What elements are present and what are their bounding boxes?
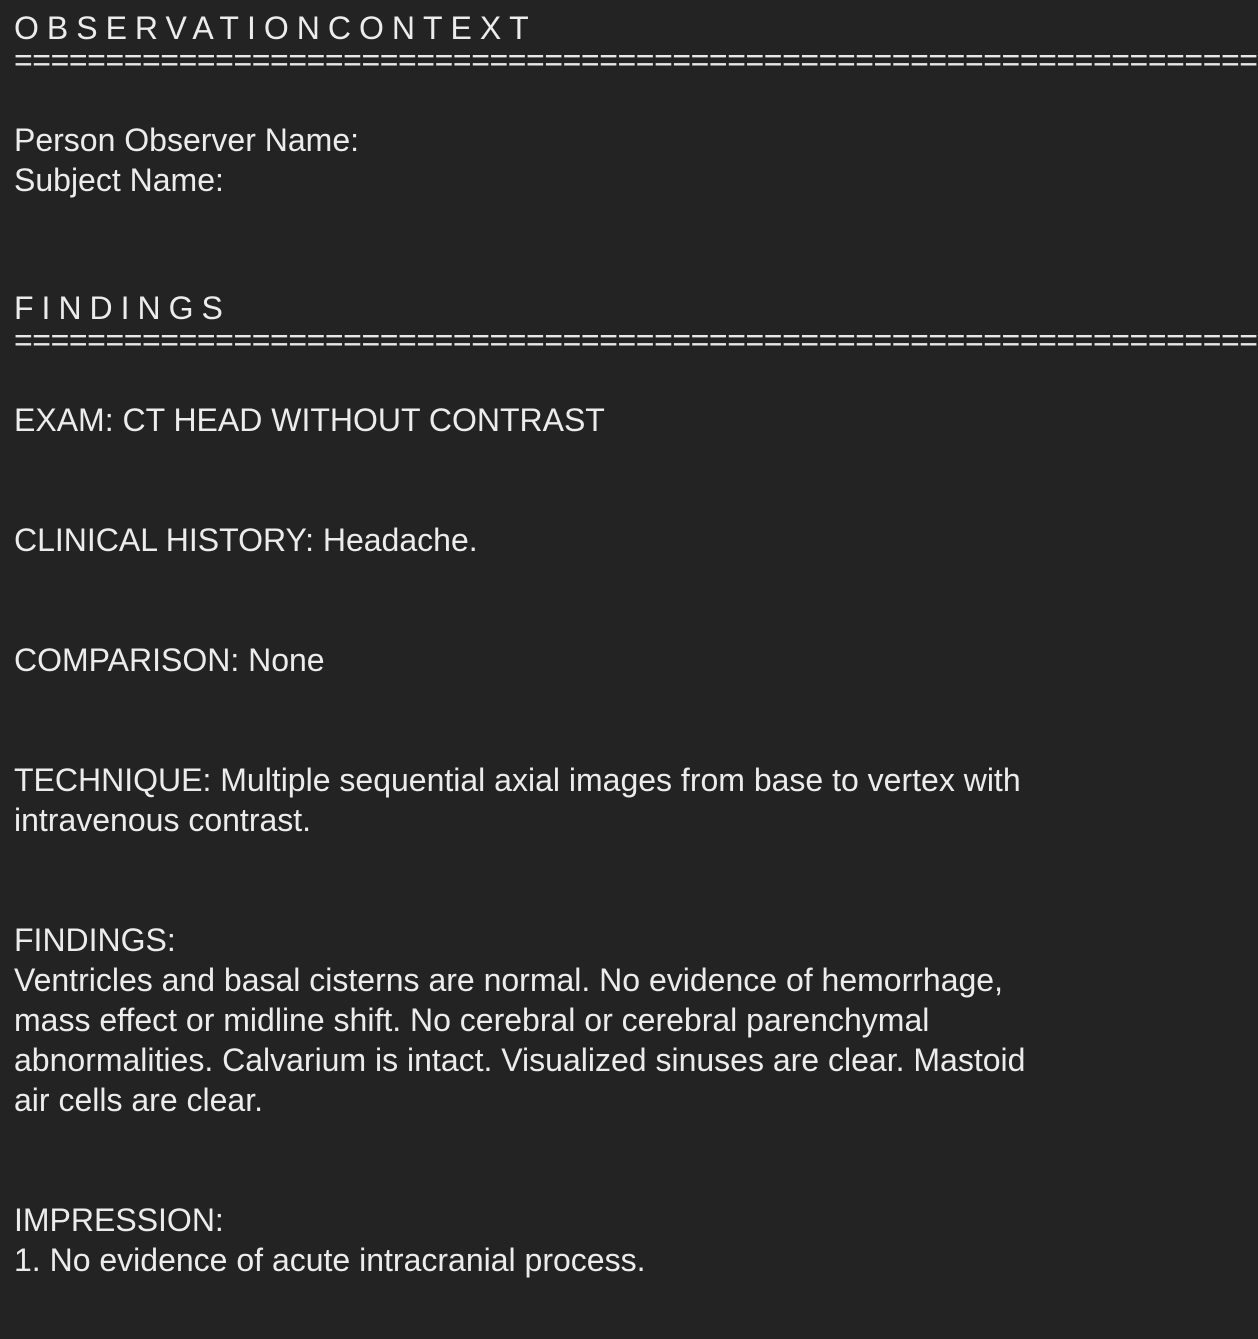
findings-heading: FINDINGS xyxy=(14,290,231,326)
technique-line: intravenous contrast. xyxy=(14,802,312,838)
blank-line xyxy=(14,720,1068,760)
exam-line: EXAM: CT HEAD WITHOUT CONTRAST xyxy=(14,402,605,438)
findings-line: air cells are clear. xyxy=(14,1082,263,1118)
blank-line xyxy=(14,560,1068,600)
blank-line xyxy=(14,1120,1068,1160)
subject-name-label: Subject Name: xyxy=(14,162,224,198)
blank-line xyxy=(14,880,1068,920)
blank-line xyxy=(14,80,1068,120)
findings-line: Ventricles and basal cisterns are normal. No evidence of hemorrhage, xyxy=(14,962,1003,998)
blank-line xyxy=(14,840,1068,880)
observer-name-label: Person Observer Name: xyxy=(14,122,360,158)
blank-line xyxy=(14,480,1068,520)
section-divider: ==================================================================== xyxy=(14,322,1258,358)
findings-label: FINDINGS: xyxy=(14,922,176,958)
report-text xyxy=(14,0,1258,1280)
blank-line xyxy=(14,600,1068,640)
impression-line: 1. No evidence of acute intracranial process. xyxy=(14,1242,646,1278)
technique-line: TECHNIQUE: Multiple sequential axial images from base to vertex with xyxy=(14,762,1021,798)
blank-line xyxy=(14,200,1068,240)
blank-line xyxy=(14,680,1068,720)
blank-line xyxy=(14,440,1068,480)
blank-line xyxy=(14,240,1068,280)
observation-context-heading: OBSERVATIONCONTEXT xyxy=(14,10,537,46)
blank-line xyxy=(14,1160,1068,1200)
clinical-history-line: CLINICAL HISTORY: Headache. xyxy=(14,522,478,558)
findings-line: abnormalities. Calvarium is intact. Visualized sinuses are clear. Mastoid xyxy=(14,1042,1026,1078)
impression-label: IMPRESSION: xyxy=(14,1202,224,1238)
findings-line: mass effect or midline shift. No cerebral or cerebral parenchymal xyxy=(14,1002,930,1038)
blank-line xyxy=(14,360,1068,400)
section-divider: ==================================================================== xyxy=(14,42,1258,78)
comparison-line: COMPARISON: None xyxy=(14,642,325,678)
